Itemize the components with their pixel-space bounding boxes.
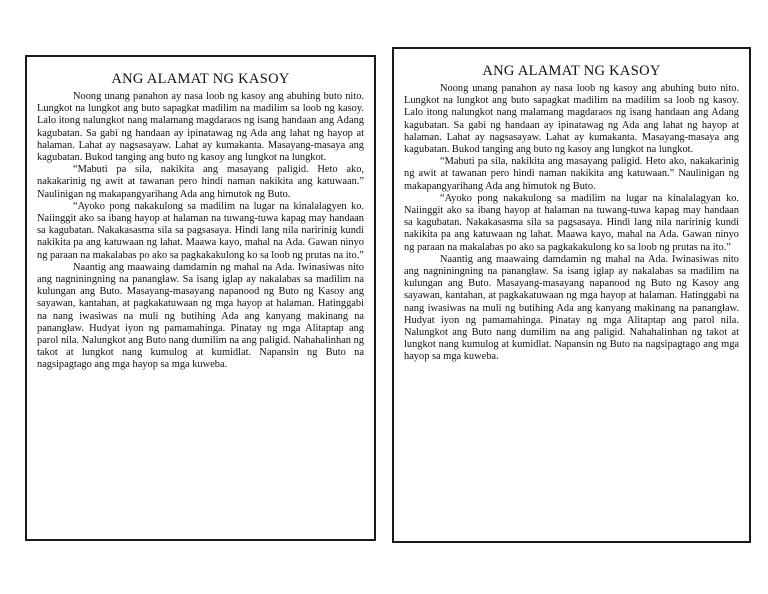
story-title: ANG ALAMAT NG KASOY — [111, 71, 290, 87]
story-paragraph-1: Noong unang panahon ay nasa loob ng kasoy ang abuhing buto nito. Lungkot na lungkot ang buto sapagkat madilim na madilim sa loob ng kasoy. Lalo itong nalungkot nang malamang magdaraos ng isang handaan ang Adang kagubatan. Sa gabi ng handaan ay ipinatawag ng Ada ang lahat ng hayop at halaman. Lahat ay nagsasayaw. Lahat ay kumakanta. Masayang-masaya ang kagubatan. Bukod tanging ang buto ng kasoy ang lungkot na lungkot. — [404, 83, 739, 156]
story-page-left — [25, 55, 376, 541]
story-paragraph-1: Noong unang panahon ay nasa loob ng kasoy ang abuhing buto nito. Lungkot na lungkot ang buto sapagkat madilim na madilim sa loob ng kasoy. Lalo itong nalungkot nang malamang magdaraos ng isang handaan ang Adang kagubatan. Sa gabi ng handaan ay ipinatawag ng Ada ang lahat ng hayop at halaman. Lahat ay nagsasayaw. Lahat ay kumakanta. Masayang-masaya ang kagubatan. Bukod tanging ang buto ng kasoy ang lungkot na lungkot. — [37, 91, 364, 164]
story-paragraph-3: “Ayoko pong nakakulong sa madilim na lugar na kinalalagyan ko. Naiinggit ako sa ibang hayop at halaman na tuwang-tuwa kapag may handaan sa kagubatan. Nakakasasma sila sa pagsasaya. Hindi lang nila naririnig kundi nakikita pa ang katuwaan ng lahat. Maawa kayo, mahal na Ada. Gawan ninyo ng paraan na makalabas po ako sa pagkakakulong ko sa loob ng prutas na ito.” — [404, 192, 739, 253]
story-paragraph-2: “Mabuti pa sila, nakikita ang masayang paligid. Heto ako, nakakarinig ng awit at tawanan pero hindi naman nakikita ang katuwaan.” Naulinigan ng makapangyarihang Ada ang himutok ng Buto. — [404, 156, 739, 192]
story-paragraph-2: “Mabuti pa sila, nakikita ang masayang paligid. Heto ako, nakakarinig ng awit at tawanan pero hindi naman nakikita ang katuwaan.” Naulinigan ng makapangyarihang Ada ang himutok ng Buto. — [37, 164, 364, 200]
story-page-right — [392, 47, 751, 543]
story-paragraph-4: Naantig ang maawaing damdamin ng mahal na Ada. Iwinasiwas nito ang nagniningning na panangław. Sa isang iglap ay nakalabas sa madilim na kulungan ang Buto. Masayang-masayang napanood ng Buto ng Kasoy ang sayawan, kantahan, at pagkakatuwaan ng mga hayop at halaman. Hatinggabi na nang iwasiwas na muli ng butihing Ada ang kanyang makinang na panangław. Hudyat iyon ng pamamahinga. Pinatay ng mga Alitaptap ang parol nila. Nalungkot ang Buto nang dumilim na ang paligid. Nahahalinhan ng takot at lungkot nang kumulog at kumidlat. Napansin ng Buto na nagsipagtago ang mga hayop sa mga kuweba. — [37, 261, 364, 371]
story-paragraph-4: Naantig ang maawaing damdamin ng mahal na Ada. Iwinasiwas nito ang nagniningning na panangław. Sa isang iglap ay nakalabas sa madilim na kulungan ang Buto. Masayang-masayang napanood ng Buto ng Kasoy ang sayawan, kantahan, at pagkakatuwaan ng mga hayop at halaman. Hatinggabi na nang iwasiwas na muli ng butihing Ada ang kanyang makinang na panangław. Hudyat iyon ng pamamahinga. Pinatay ng mga Alitaptap ang parol nila. Nalungkot ang Buto nang dumilim na ang paligid. Nahahalinhan ng takot at lungkot nang kumulog at kumidlat. Napansin ng Buto na nagsipagtago ang mga hayop sa mga kuweba. — [404, 253, 739, 363]
story-title: ANG ALAMAT NG KASOY — [482, 63, 661, 79]
story-paragraph-3: “Ayoko pong nakakulong sa madilim na lugar na kinalalagyen ko. Naiinggit ako sa ibang hayop at halaman na tuwang-tuwa kapag may handaan sa kagubatan. Nakakasasma sila sa pagsasaya. Hindi lang nila naririnig kundi nakikita pa ang katuwaan ng lahat. Maawa kayo, mahal na Ada. Gawan ninyo ng paraan na makalabas po ako sa pagkakakulong ko sa loob ng prutas na ito.” — [37, 200, 364, 261]
